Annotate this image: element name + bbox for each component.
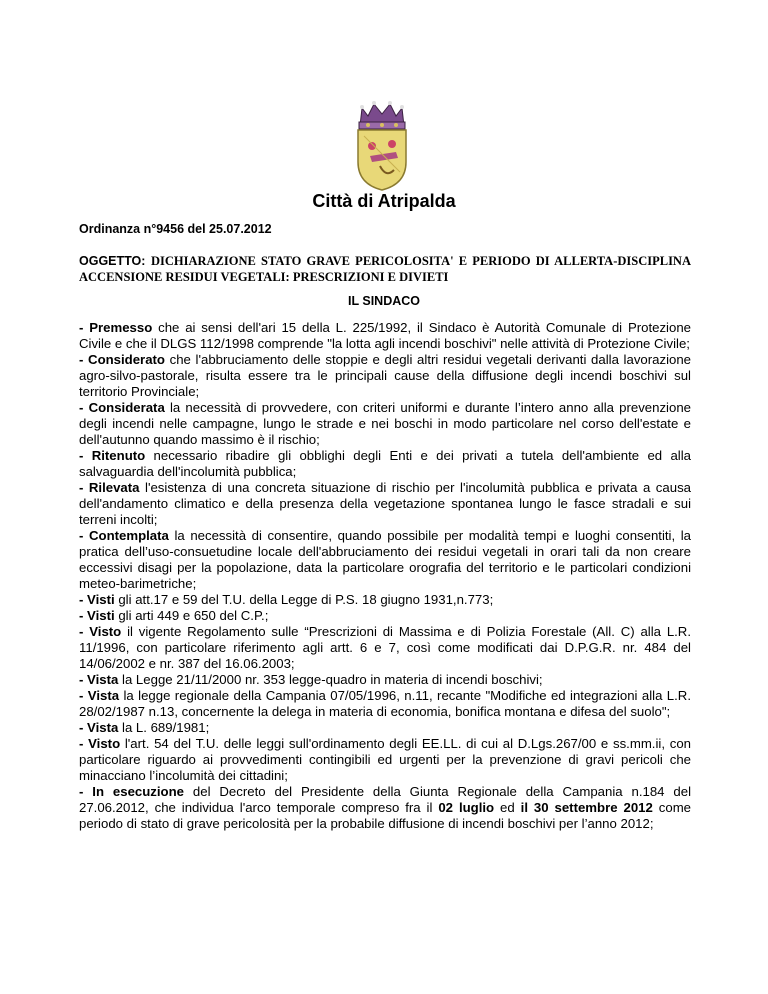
- paragraph-text: la necessità di consentire, quando possibile per modalità tempi e luoghi consentiti, la pratica dell’uso-consuetudine locale dell'abbruciamento dei residui vegetali in orari tali da non creare eccessivi disagi per la popolazione, data la particolare orografia del territorio e le particolari condizioni meteo-barimetriche;: [79, 528, 691, 591]
- paragraph: [79, 320, 691, 352]
- paragraph: [79, 448, 691, 480]
- paragraph-lead: - Rilevata: [79, 480, 140, 495]
- paragraph-lead: - Considerato: [79, 352, 165, 367]
- paragraph: [79, 624, 691, 672]
- paragraph-text: il vigente Regolamento sulle “Prescrizioni di Massima e di Polizia Forestale (All. C) alla L.R. 11/1996, con particolare riferimento agli artt. 6 e 7, così come modificati dai D.P.G.R. nr. 484 del 14/06/2002 e nr. 387 del 16.06.2003;: [79, 624, 691, 671]
- paragraph-text: che l'abbruciamento delle stoppie e degli altri residui vegetali derivanti dalla lavorazione agro-silvo-pastorale, risulta essere tra le principali cause della diffusione degli incendi boschivi sul territorio Provinciale;: [79, 352, 691, 399]
- paragraph-lead: - Visto: [79, 624, 122, 639]
- paragraph: [79, 720, 691, 736]
- paragraph: [79, 528, 691, 592]
- paragraph-text: la necessità di provvedere, con criteri uniformi e durante l’intero anno alla prevenzione degli incendi nelle campagne, lungo le strade e nei boschi in modo particolare nel corso dell'estate e dell'autunno quando massimo è il rischio;: [79, 400, 691, 447]
- paragraph-lead: - Considerata: [79, 400, 165, 415]
- paragraph-list: [79, 320, 691, 784]
- subject-block: [79, 253, 691, 285]
- paragraph-text: come periodo di stato di grave pericolosità per la probabile diffusione di incendi boschivi per l’anno 2012;: [79, 800, 692, 831]
- paragraph-lead: - Vista: [79, 672, 119, 687]
- paragraph: [79, 608, 691, 624]
- subject-label: OGGETTO:: [79, 254, 146, 268]
- paragraph-text: che ai sensi dell'ari 15 della L. 225/1992, il Sindaco è Autorità Comunale di Protezione Civile e che il DLGS 112/1998 comprende "la lotta agli incendi boschivi" nelle attività di Protezione Civile;: [79, 320, 691, 351]
- paragraph-text: l'esistenza di una concreta situazione di rischio per l'incolumità pubblica e privata a causa dell'andamento climatico e della presenza della vegetazione spontanea lungo le fasce stradali e sui terreni incolti;: [79, 480, 691, 527]
- paragraph-text: necessario ribadire gli obblighi degli Enti e dei privati a tutela dell'ambiente ed alla salvaguardia dell'incolumità pubblica;: [79, 448, 691, 479]
- city-title: Città di Atripalda: [312, 191, 456, 211]
- paragraph: [79, 736, 691, 784]
- date-end: il 30 settembre 2012: [520, 800, 653, 815]
- paragraph: [79, 480, 691, 528]
- authority-heading: IL SINDACO: [348, 294, 420, 308]
- date-start: 02 luglio: [438, 800, 495, 815]
- paragraph-text: gli att.17 e 59 del T.U. della Legge di P.S. 18 giugno 1931,n.773;: [114, 592, 494, 607]
- paragraph-lead: - Contemplata: [79, 528, 169, 543]
- paragraph-lead: - Premesso: [79, 320, 153, 335]
- paragraph-text: la Legge 21/11/2000 nr. 353 legge-quadro in materia di incendi boschivi;: [118, 672, 543, 687]
- paragraph-lead: - Vista: [79, 720, 119, 735]
- paragraph-text: la legge regionale della Campania 07/05/1996, n.11, recante "Modifiche ed integrazioni alla L.R. 28/02/1987 n.13, concernente la delega in materia di economia, bonifica montana e difesa del suolo";: [79, 688, 691, 719]
- paragraph-lead: - Visti: [79, 592, 115, 607]
- paragraph-text: l'art. 54 del T.U. delle leggi sull'ordinamento degli EE.LL. di cui al D.Lgs.267/00 e ss.mm.ii, con particolare riguardo ai provvedimenti contingibili ed urgenti per la prevenzione di gravi pericoli che minacciano l’incolumità dei cittadini;: [79, 736, 691, 783]
- city-crest-icon: [350, 96, 414, 192]
- document-body: [79, 320, 691, 832]
- paragraph-text: la L. 689/1981;: [118, 720, 210, 735]
- ordinance-number: Ordinanza n°9456 del 25.07.2012: [79, 222, 272, 236]
- paragraph-text: ed: [494, 800, 521, 815]
- paragraph: [79, 672, 691, 688]
- paragraph-lead: - Ritenuto: [79, 448, 146, 463]
- paragraph-lead: - Visto: [79, 736, 121, 751]
- subject-text: DICHIARAZIONE STATO GRAVE PERICOLOSITA' E PERIODO DI ALLERTA-DISCIPLINA ACCENSIONE RESIDUI VEGETALI: PRESCRIZIONI E DIVIETI: [79, 254, 691, 284]
- paragraph: [79, 688, 691, 720]
- paragraph-lead: - In esecuzione: [79, 784, 185, 799]
- paragraph-text: gli arti 449 e 650 del C.P.;: [114, 608, 269, 623]
- paragraph-text: del Decreto del Presidente della Giunta Regionale della Campania n.184 del 27.06.2012, che individua l'arco temporale compreso fra il: [79, 784, 691, 815]
- paragraph: [79, 592, 691, 608]
- paragraph-final: [79, 784, 691, 832]
- paragraph: [79, 352, 691, 400]
- paragraph: [79, 400, 691, 448]
- paragraph-lead: - Visti: [79, 608, 115, 623]
- paragraph-lead: - Vista: [79, 688, 120, 703]
